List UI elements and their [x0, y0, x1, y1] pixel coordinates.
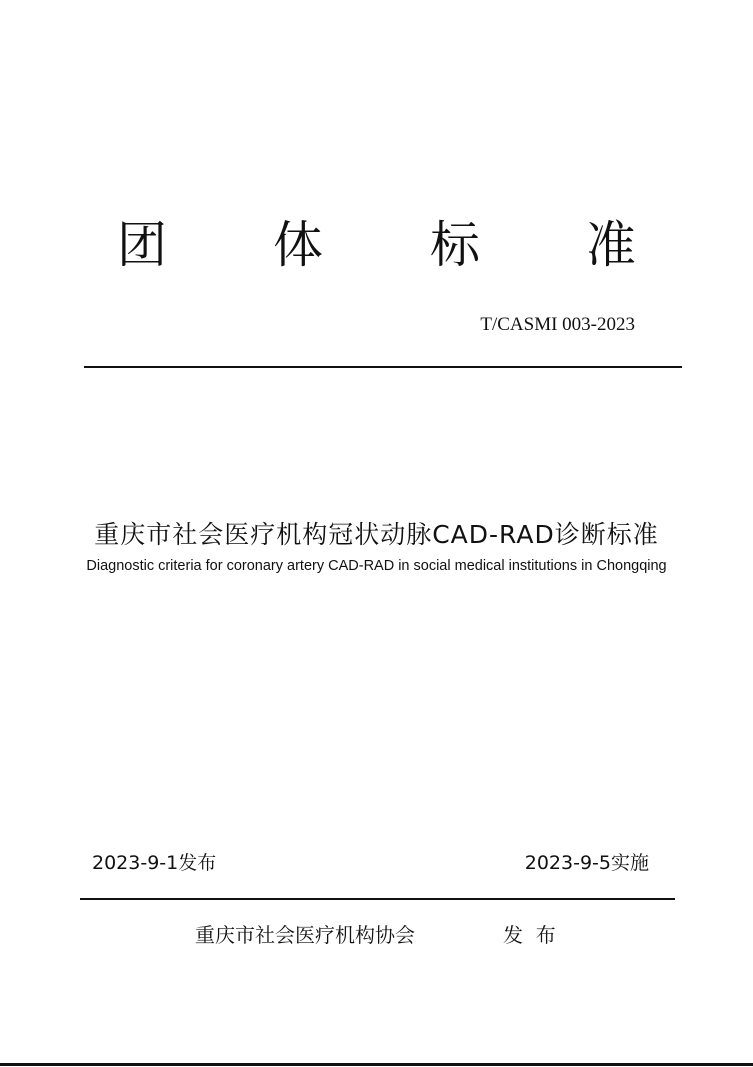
- publisher-name: 重庆市社会医疗机构协会: [195, 923, 415, 947]
- heading-char: 准: [586, 216, 636, 274]
- publish-date: 2023-9-1发布: [92, 852, 217, 874]
- document-title-english: Diagnostic criteria for coronary artery CAD-RAD in social medical institutions in Chongqing: [86, 558, 667, 574]
- standard-code: T/CASMI 003-2023: [480, 314, 635, 335]
- top-divider: [84, 366, 682, 368]
- publisher-action: 发 布: [503, 923, 556, 947]
- standard-type-heading: [0, 210, 753, 280]
- heading-char: 团: [117, 216, 167, 274]
- heading-char: 体: [273, 216, 323, 274]
- bottom-divider: [80, 898, 675, 900]
- page-bottom-edge: [0, 1063, 753, 1066]
- implementation-date: 2023-9-5实施: [524, 852, 649, 874]
- publisher-line: [0, 921, 753, 949]
- heading-char: 标: [430, 216, 480, 274]
- document-title-chinese: 重庆市社会医疗机构冠状动脉CAD-RAD诊断标准: [94, 520, 659, 549]
